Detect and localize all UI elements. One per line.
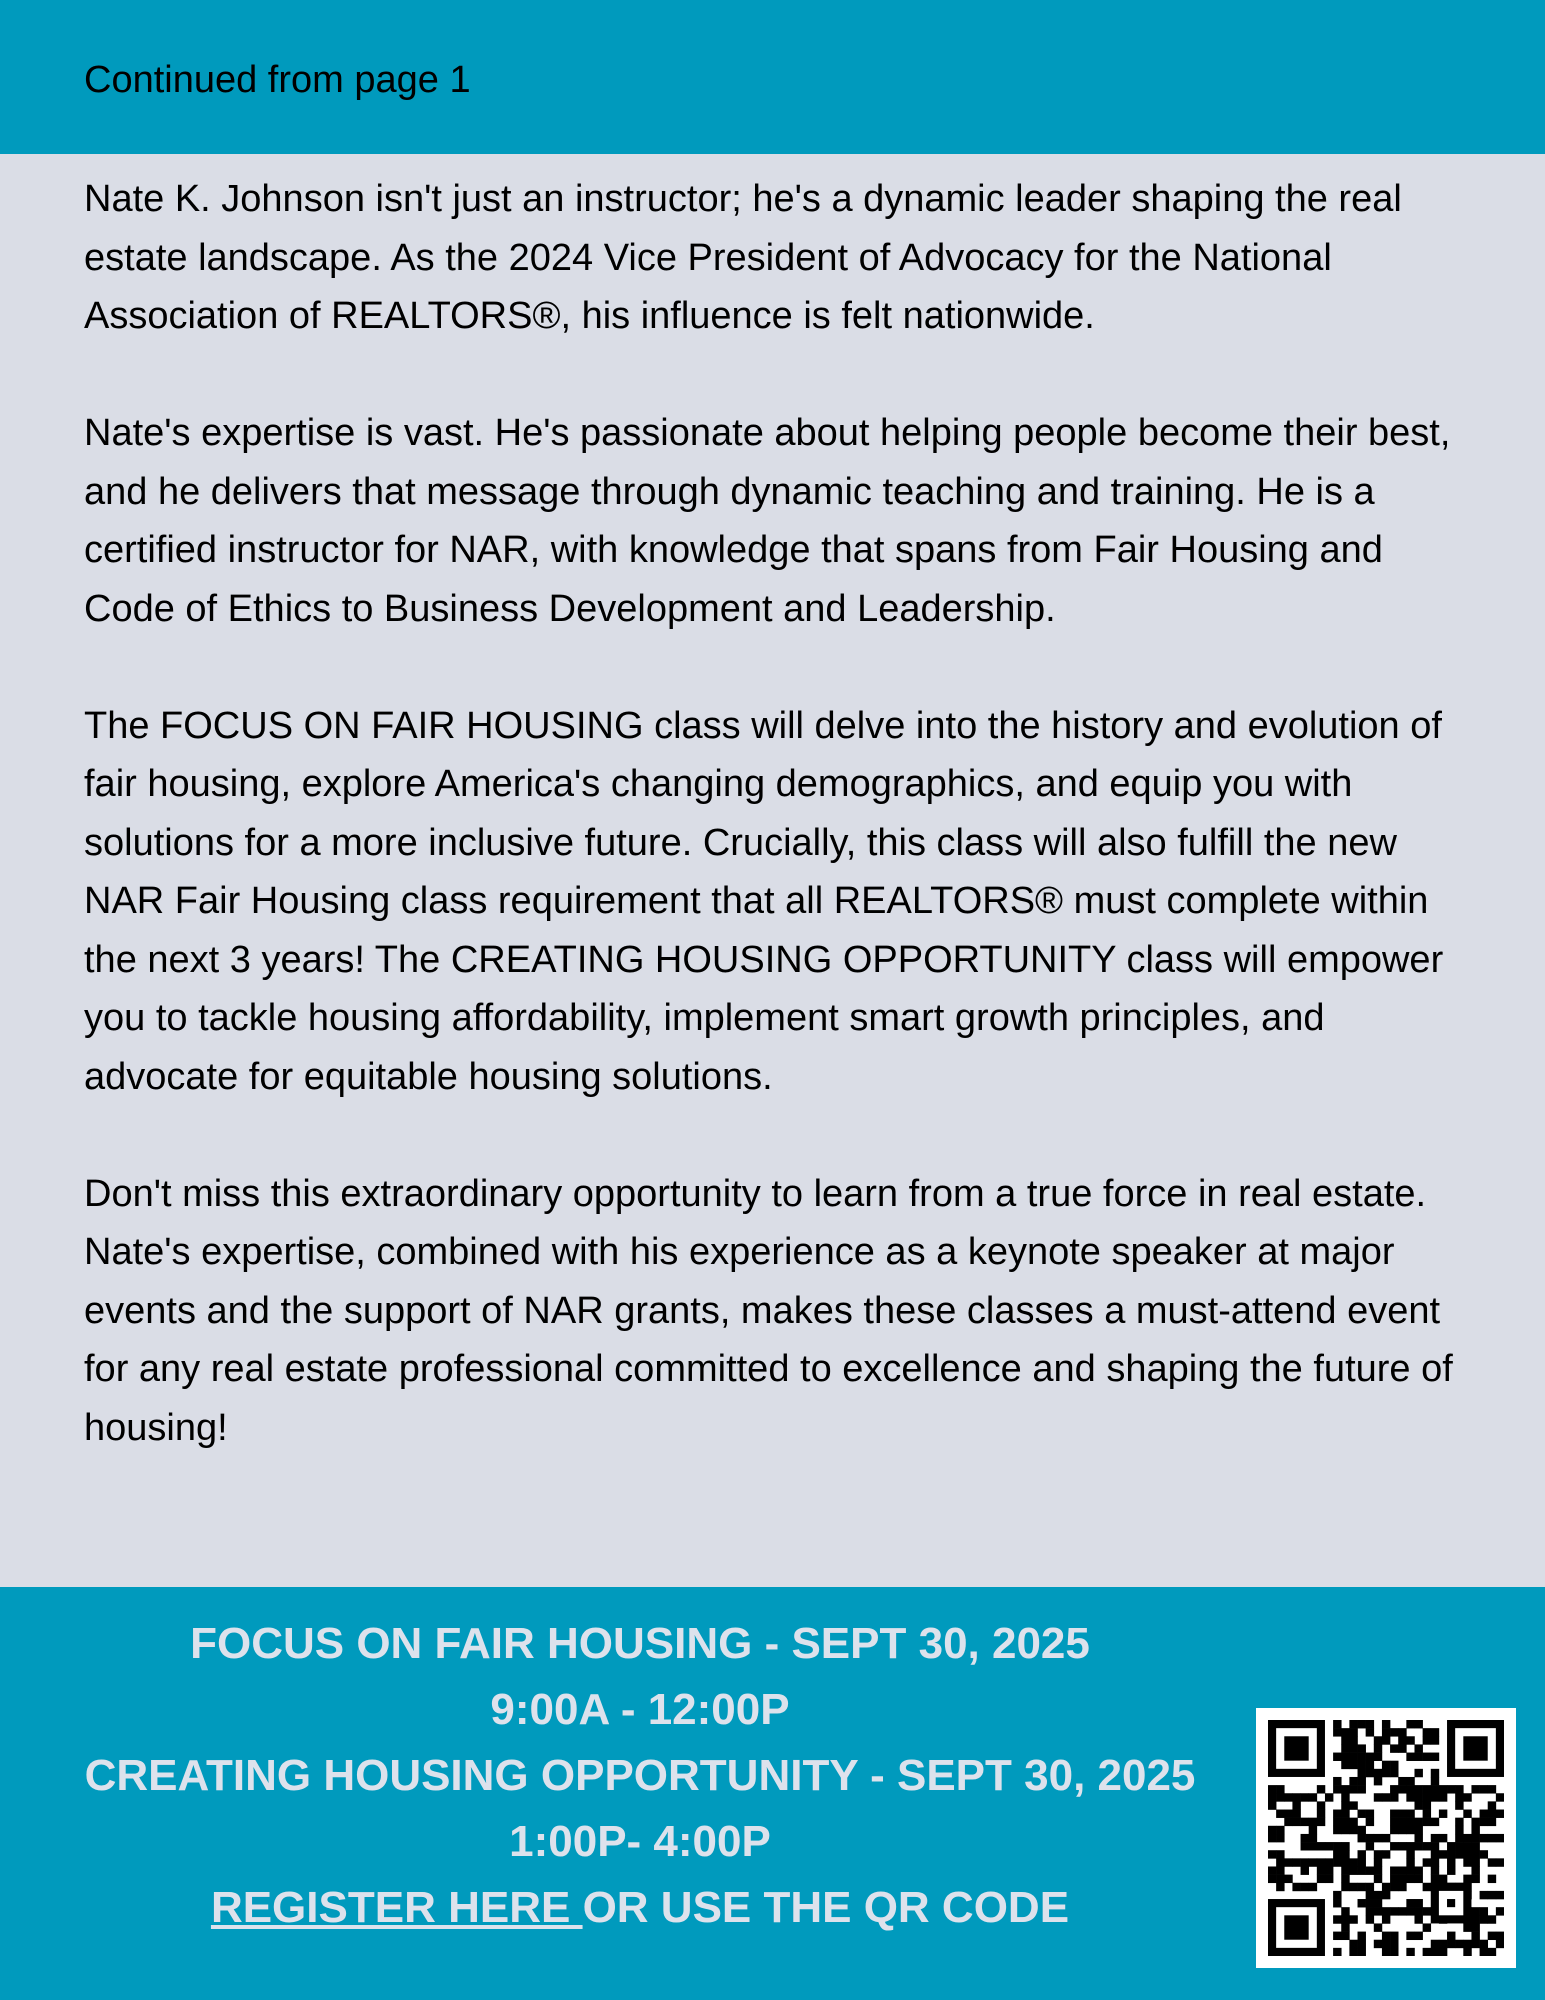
event-footer [0,1587,1545,2000]
continued-note: Continued from page 1 [84,59,471,101]
paragraph-expertise: Nate's expertise is vast. He's passionate about helping people become their best, and he delivers that message through dynamic teaching and training. He is a certified instructor for NAR, with knowledge that spans from Fair Housing and Code of Ethics to Business Development and Leadership. [84,412,1451,630]
paragraph-bio: Nate K. Johnson isn't just an instructor; he's a dynamic leader shaping the real estate landscape. As the 2024 Vice President of Advocacy for the National Association of REALTORS®, his influence is felt nationwide. [84,178,1402,337]
event-1-time: 9:00A - 12:00P [490,1685,790,1734]
article-body [84,170,1484,1516]
paragraph-call-to-action: Don't miss this extraordinary opportunity to learn from a true force in real estate. Nate's expertise, combined with his experience as a keynote speaker at major events and the support of NAR grants, makes these classes a must-attend event for any real estate professional committed to excellence and shaping the future of housing! [84,1172,1453,1449]
event-1-title: FOCUS ON FAIR HOUSING - SEPT 30, 2025 [190,1619,1090,1668]
event-schedule [40,1611,1240,1941]
event-2-time: 1:00P- 4:00P [509,1817,771,1866]
register-line [40,1875,1240,1941]
qr-code-graphic [1268,1720,1504,1956]
top-banner [0,0,1545,154]
paragraph-classes: The FOCUS ON FAIR HOUSING class will delve into the history and evolution of fair housing, explore America's changing demographics, and equip you with solutions for a more inclusive future. Crucially, this class will also fulfill the new NAR Fair Housing class requirement that all REALTORS® must complete within the next 3 years! The CREATING HOUSING OPPORTUNITY class will empower you to tackle housing affordability, implement smart growth principles, and advocate for equitable housing solutions. [84,704,1444,1098]
register-suffix: OR USE THE QR CODE [582,1883,1070,1932]
register-here-link[interactable]: REGISTER HERE [210,1883,583,1932]
event-2-title: CREATING HOUSING OPPORTUNITY - SEPT 30, 2025 [84,1751,1196,1800]
qr-code-icon[interactable] [1256,1708,1516,1968]
